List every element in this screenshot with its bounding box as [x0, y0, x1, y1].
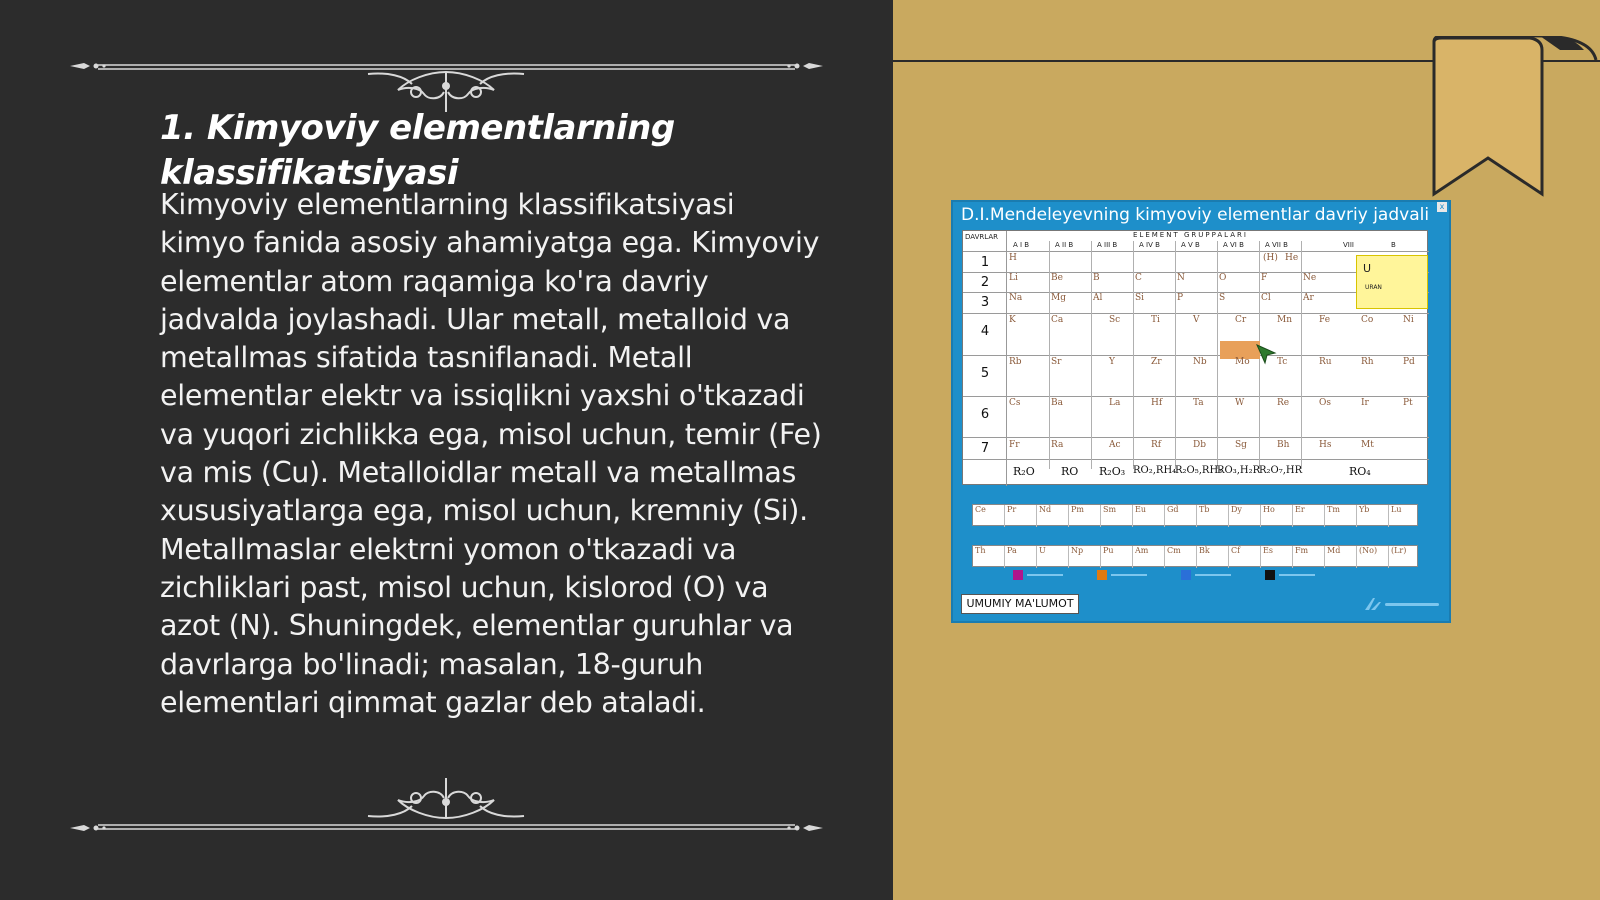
element-symbol: P	[1177, 293, 1184, 303]
periodic-table-image	[951, 200, 1451, 623]
element-symbol: K	[1009, 315, 1016, 325]
element-symbol: He	[1285, 253, 1299, 263]
group-label: A II B	[1055, 241, 1074, 249]
series-element: Er	[1293, 505, 1325, 527]
element-symbol: Ir	[1361, 398, 1369, 408]
ornament-bottom-icon	[68, 770, 825, 840]
group-label: A VI B	[1223, 241, 1244, 249]
series-element: Ce	[973, 505, 1005, 527]
element-symbol: Cl	[1261, 293, 1271, 303]
element-symbol: Fr	[1009, 440, 1020, 450]
legend	[1013, 570, 1413, 582]
grid-line	[1175, 241, 1176, 469]
uran-name: URAN	[1365, 284, 1382, 291]
close-icon[interactable]: x	[1437, 202, 1447, 212]
series-element: Fm	[1293, 546, 1325, 568]
grid-line	[1091, 241, 1092, 469]
general-info-button[interactable]: UMUMIY MA'LUMOT	[961, 594, 1079, 614]
period-label: 3	[980, 295, 990, 310]
series-element: Sm	[1101, 505, 1133, 527]
element-symbol: Al	[1093, 293, 1103, 303]
element-symbol: Sc	[1109, 315, 1121, 325]
element-symbol: Zr	[1151, 357, 1162, 367]
element-symbol: Y	[1109, 357, 1115, 367]
element-symbol: Be	[1051, 273, 1063, 283]
element-symbol: Mt	[1361, 440, 1374, 450]
element-symbol: V	[1193, 315, 1200, 325]
grid-line	[1133, 241, 1134, 469]
element-symbol: Cr	[1235, 315, 1247, 325]
series-element: Pr	[1005, 505, 1037, 527]
group-label: A VII B	[1265, 241, 1288, 249]
grid-line	[1049, 241, 1050, 469]
group-label: A III B	[1097, 241, 1118, 249]
series-element: U	[1037, 546, 1069, 568]
legend-line	[1027, 574, 1063, 576]
series-element: Pa	[1005, 546, 1037, 568]
slide-title: 1. Kimyoviy elementlarning klassifikatsiyasi	[160, 108, 675, 193]
element-symbol: Re	[1277, 398, 1290, 408]
oxide-formula: RO₂,RH₄	[1133, 465, 1177, 476]
oxide-formula: R₂O₇,HR	[1259, 465, 1303, 476]
group-label: B	[1391, 241, 1396, 249]
element-symbol: Os	[1319, 398, 1331, 408]
series-element: Tb	[1197, 505, 1229, 527]
element-symbol: S	[1219, 293, 1226, 303]
grid-line	[1217, 241, 1218, 469]
series-element: Lu	[1391, 505, 1402, 514]
series-element: Nd	[1037, 505, 1069, 527]
legend-swatch	[1265, 570, 1275, 580]
element-symbol: Ba	[1051, 398, 1063, 408]
element-symbol: W	[1235, 398, 1245, 408]
element-symbol: Cs	[1009, 398, 1021, 408]
period-label: 4	[980, 324, 990, 339]
element-symbol: Pt	[1403, 398, 1413, 408]
grid-line	[963, 396, 1429, 397]
element-symbol: Rf	[1151, 440, 1162, 450]
series-element: Gd	[1165, 505, 1197, 527]
element-symbol: B	[1093, 273, 1100, 283]
element-symbol: Ar	[1303, 293, 1314, 303]
series-element: Md	[1325, 546, 1357, 568]
series-element: Np	[1069, 546, 1101, 568]
element-symbol: Ra	[1051, 440, 1064, 450]
legend-line	[1279, 574, 1315, 576]
element-symbol: Mo	[1235, 357, 1250, 367]
element-symbol: F	[1261, 273, 1268, 283]
element-symbol: Tc	[1277, 357, 1288, 367]
group-label: VIII	[1343, 241, 1354, 249]
element-symbol: Sg	[1235, 440, 1247, 450]
element-symbol: Co	[1361, 315, 1374, 325]
series-element: Bk	[1197, 546, 1229, 568]
element-symbol: La	[1109, 398, 1121, 408]
oxide-formula: R₂O₃	[1099, 465, 1126, 478]
element-symbol: (H)	[1263, 253, 1278, 263]
series-element: Am	[1133, 546, 1165, 568]
element-symbol: Pd	[1403, 357, 1415, 367]
slide-body-text: Kimyoviy elementlarning klassifikatsiyasi kimyo fanida asosiy ahamiyatga ega. Kimyoviy elementlar atom raqamiga ko'ra davriy jadvalda joylashadi. Ular metall, metalloid va metallmas sifatida tasniflanadi. Metall elementlar elektr va issiqlikni yaxshi o'tkazadi va yuqori zichlikka ega, misol uchun, temir (Fe) va mis (Cu). Metalloidlar metall va metallmas xususiyatlarga ega, misol uchun, kremniy (Si). Metallmaslar elektrni yomon o'tkazadi va zichliklari past, misol uchun, kislorod (O) va azot (N). Shuningdek, elementlar guruhlar va davrlarga bo'linadi; masalan, 18-guruh elementlari qimmat gazlar deb ataladi.	[160, 188, 822, 719]
series-element: Es	[1261, 546, 1293, 568]
grid-line	[1301, 241, 1302, 469]
actinide-row	[972, 545, 1418, 567]
element-symbol: Hs	[1319, 440, 1332, 450]
grid-line	[963, 251, 1429, 252]
series-element: Ho	[1261, 505, 1293, 527]
series-element: Pm	[1069, 505, 1101, 527]
legend-line	[1111, 574, 1147, 576]
series-element: Tm	[1325, 505, 1357, 527]
element-symbol: Nb	[1193, 357, 1207, 367]
element-symbol: Ti	[1151, 315, 1160, 325]
element-symbol: Bh	[1277, 440, 1290, 450]
period-label: 2	[980, 275, 990, 290]
bookmark-icon	[1430, 36, 1600, 202]
series-element: Pu	[1101, 546, 1133, 568]
oxide-formula: RO₃,H₂R	[1217, 465, 1261, 476]
periods-header: DAVRLAR	[965, 233, 998, 241]
element-symbol: Si	[1135, 293, 1145, 303]
oxide-formula: RO₄	[1349, 465, 1371, 478]
element-symbol: Hf	[1151, 398, 1163, 408]
period-label: 7	[980, 441, 990, 456]
element-symbol: Ru	[1319, 357, 1332, 367]
series-element: Cf	[1229, 546, 1261, 568]
element-symbol: Ne	[1303, 273, 1317, 283]
uran-highlight-box	[1356, 255, 1428, 309]
element-symbol: Rh	[1361, 357, 1374, 367]
series-element: (Lr)	[1391, 546, 1407, 555]
element-symbol: Li	[1009, 273, 1018, 283]
element-symbol: Fe	[1319, 315, 1331, 325]
lanthanide-row	[972, 504, 1418, 526]
groups-header: ELEMENT GRUPPALARI	[1133, 231, 1248, 239]
element-symbol: O	[1219, 273, 1227, 283]
legend-swatch	[1181, 570, 1191, 580]
legend-swatch	[1097, 570, 1107, 580]
series-element: Dy	[1229, 505, 1261, 527]
oxide-formula: R₂O	[1013, 465, 1035, 478]
element-symbol: Ta	[1193, 398, 1204, 408]
element-symbol: Mn	[1277, 315, 1293, 325]
element-symbol: N	[1177, 273, 1185, 283]
element-symbol: Rb	[1009, 357, 1022, 367]
uran-symbol: U	[1363, 262, 1372, 275]
period-label: 1	[980, 255, 990, 270]
period-label: 6	[980, 407, 990, 422]
grid-line	[963, 313, 1429, 314]
periodic-table-grid	[962, 230, 1428, 485]
element-symbol: Ni	[1403, 315, 1414, 325]
oxide-formula: RO	[1061, 465, 1079, 478]
brand-logo-icon	[1363, 596, 1441, 612]
element-symbol: Na	[1009, 293, 1023, 303]
legend-swatch	[1013, 570, 1023, 580]
element-symbol: Sr	[1051, 357, 1062, 367]
series-element: Eu	[1133, 505, 1165, 527]
legend-line	[1195, 574, 1231, 576]
period-label: 5	[980, 366, 990, 381]
element-symbol: Db	[1193, 440, 1206, 450]
element-symbol: Ca	[1051, 315, 1064, 325]
series-element: (No)	[1357, 546, 1389, 568]
periodic-table-title: D.I.Mendeleyevning kimyoviy elementlar davriy jadvali	[961, 205, 1430, 225]
oxide-formula: R₂O₅,RH₃	[1175, 465, 1223, 476]
group-label: A I B	[1013, 241, 1030, 249]
group-label: A V B	[1181, 241, 1200, 249]
element-symbol: C	[1135, 273, 1142, 283]
series-element: Th	[973, 546, 1005, 568]
grid-line	[963, 459, 1429, 460]
grid-line	[963, 355, 1429, 356]
series-element: Cm	[1165, 546, 1197, 568]
series-element: Yb	[1357, 505, 1389, 527]
element-symbol: Mg	[1051, 293, 1066, 303]
cursor-arrow-icon	[1255, 343, 1277, 365]
element-symbol: Ac	[1109, 440, 1121, 450]
element-symbol: H	[1009, 253, 1017, 263]
group-label: A IV B	[1139, 241, 1160, 249]
grid-line	[963, 437, 1429, 438]
